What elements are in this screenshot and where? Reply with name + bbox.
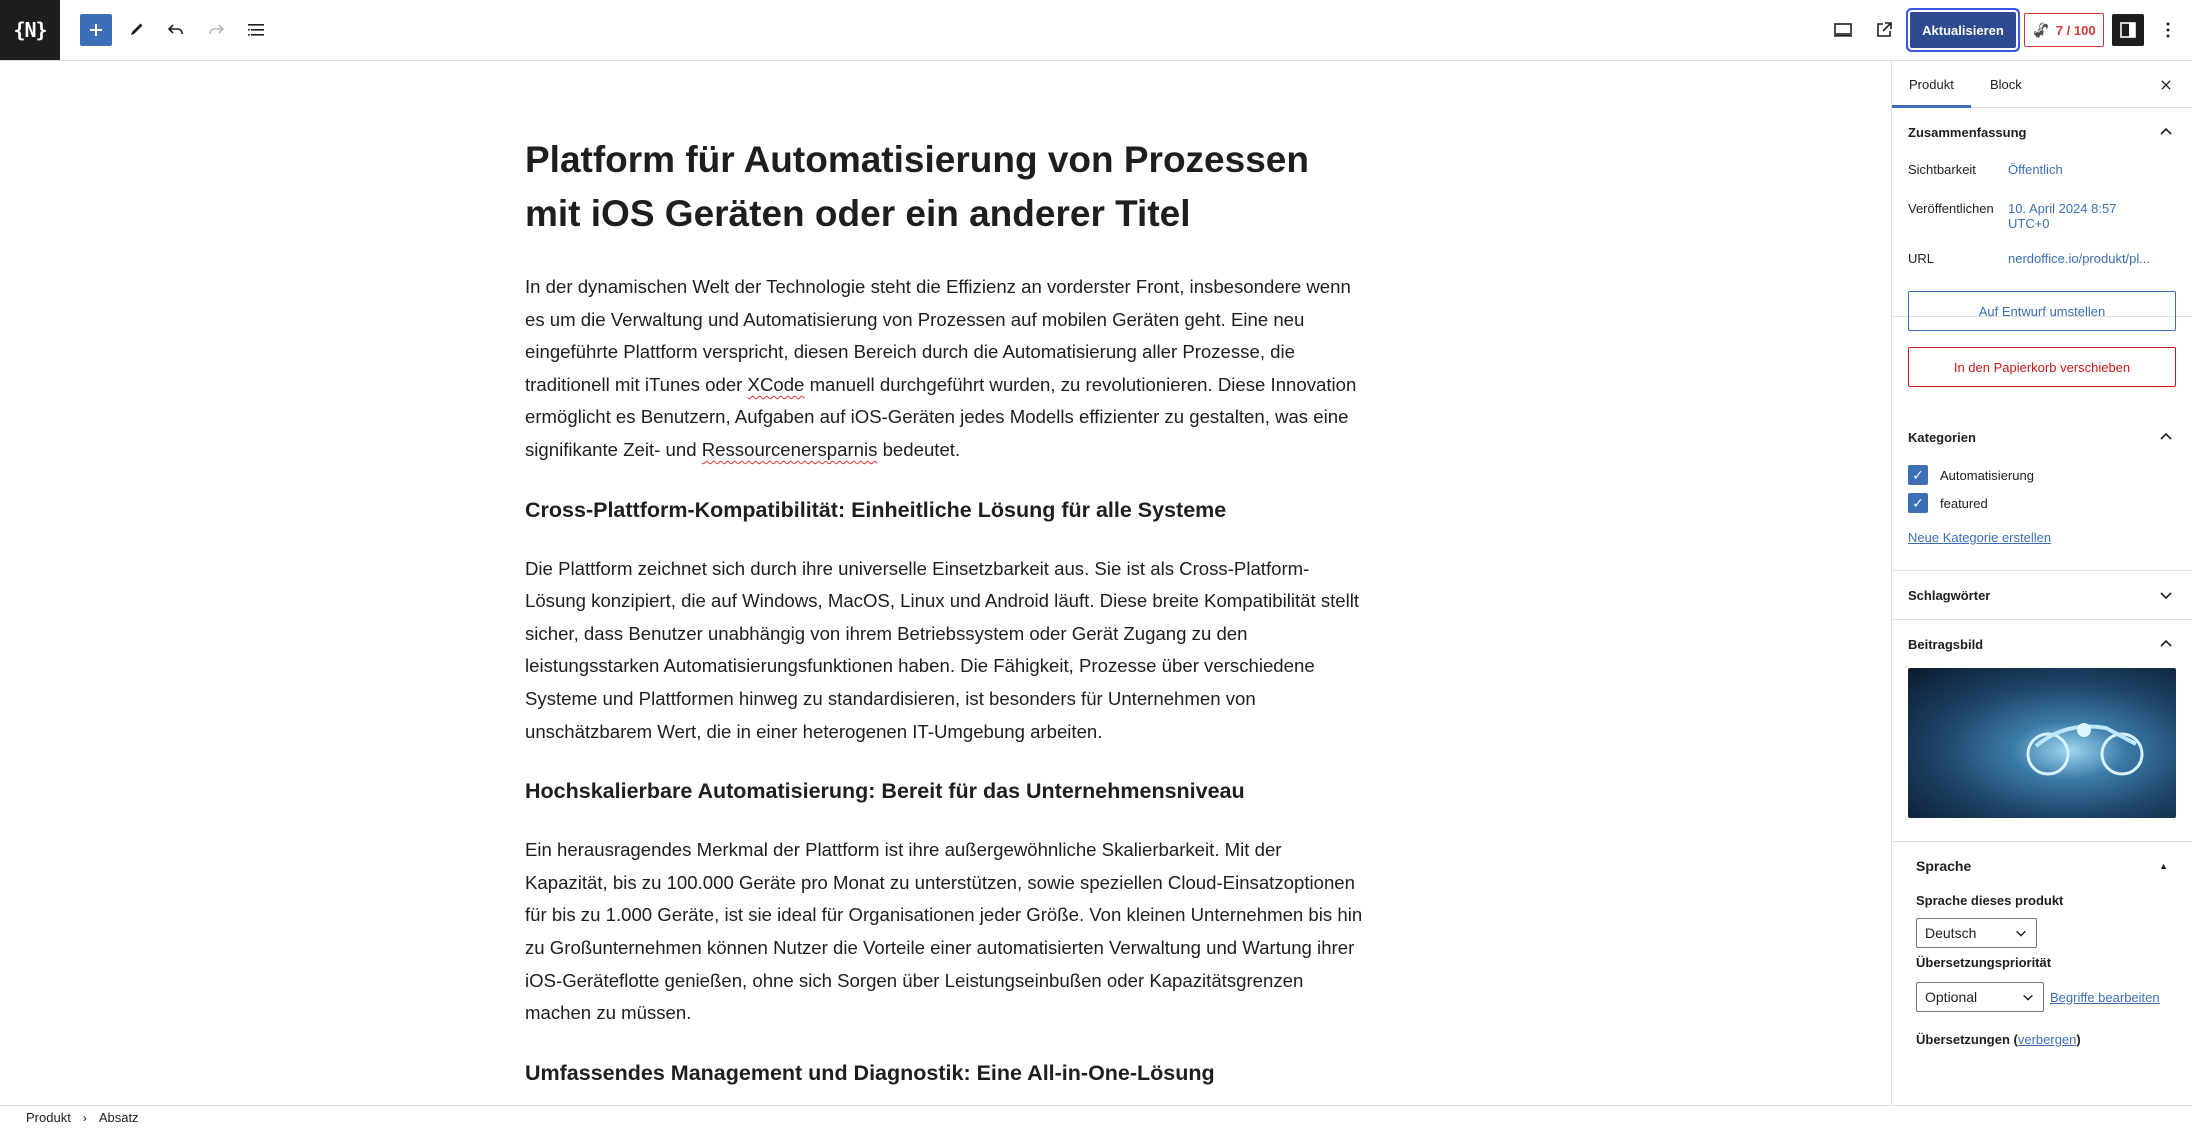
category-label: Automatisierung (1940, 467, 2034, 483)
block-breadcrumb (0, 1105, 2192, 1129)
desktop-icon (1831, 18, 1855, 42)
heading-block[interactable]: Umfassendes Management und Diagnostik: Eine All-in-One-Lösung (525, 1060, 1215, 1085)
category-label: featured (1940, 495, 1988, 511)
paragraph-block[interactable] (525, 271, 1365, 467)
publish-date-toggle[interactable]: 10. April 2024 8:57 UTC+0 (2008, 201, 2117, 231)
list-view-icon (244, 18, 268, 42)
url-toggle[interactable]: nerdoffice.io/produkt/pl... (2008, 251, 2151, 266)
lightcycle-image (2026, 716, 2144, 778)
redo-icon (204, 18, 228, 42)
sidebar-icon (2116, 18, 2140, 42)
checkbox-checked-icon[interactable]: ✓ (1908, 493, 1928, 513)
spellcheck-word: Ressourcenersparnis (701, 438, 878, 460)
more-vertical-icon (2156, 18, 2180, 42)
heading-block[interactable]: Hochskalierbare Automatisierung: Bereit für das Unternehmensniveau (525, 779, 1245, 804)
paragraph-block[interactable]: Ein herausragendes Merkmal der Plattform ist ihre außergewöhnliche Skalierbarkeit. Mit der Kapazität, bis zu 100.000 Geräte pro Monat zu unterstützen, sowie speziellen Cloud-Einsatzoptionen für bis zu 1.000 Geräte, ist sie ideal für Organisationen jeder Größe. Von kleinen Unternehmen bis hin zu Großunternehmen können Nutzer die Vorteile einer automatisierten Verwaltung und Wartung ihrer iOS-Geräteflotte genießen, ohne sich Sorgen über Leistungseinbußen oder Kapazitätsgrenzen machen zu müssen. (525, 839, 1363, 1024)
language-label: Sprache dieses produkt (1916, 893, 2064, 908)
visibility-label: Sichtbarkeit (1908, 162, 1976, 177)
url-row (1892, 251, 2192, 266)
checkbox-checked-icon[interactable]: ✓ (1908, 465, 1928, 485)
tools-button[interactable] (120, 14, 152, 46)
update-button[interactable]: Aktualisieren (1910, 12, 2016, 48)
language-panel-toggle[interactable] (1892, 842, 2192, 890)
editor-canvas (0, 61, 1891, 1105)
featured-image-panel (1892, 620, 2192, 842)
url-label: URL (1908, 251, 1935, 266)
tab-produkt[interactable]: Produkt (1892, 61, 1971, 108)
priority-label: Übersetzungspriorität (1916, 955, 2052, 970)
sidebar-tabs (1892, 61, 2192, 108)
publish-row (1892, 201, 2192, 231)
external-link-icon (1872, 18, 1896, 42)
paragraph-text: bedeutet. (877, 438, 961, 460)
spellcheck-word: XCode (747, 373, 805, 395)
tags-panel-toggle[interactable] (1892, 571, 2192, 619)
panel-title: Sprache (1916, 858, 1972, 874)
translations-label-text: Übersetzungen ( (1916, 1032, 2018, 1047)
language-select[interactable] (1916, 918, 2037, 948)
close-icon (2156, 75, 2176, 95)
tags-panel (1892, 571, 2192, 620)
site-logo[interactable]: {N} (0, 0, 60, 60)
chevron-up-icon (2156, 634, 2176, 654)
category-item[interactable] (1892, 489, 2192, 517)
chevron-down-icon (2014, 926, 2028, 940)
view-product-button[interactable] (1868, 14, 1900, 46)
categories-panel-toggle[interactable] (1892, 413, 2192, 461)
visibility-row (1892, 162, 2192, 177)
seo-score-button[interactable] (2024, 13, 2104, 47)
categories-panel (1892, 413, 2192, 571)
settings-sidebar-button[interactable] (2112, 14, 2144, 46)
options-button[interactable] (2152, 14, 2184, 46)
seo-animal-icon: 🦨 (2032, 21, 2050, 38)
add-block-button[interactable] (80, 14, 112, 46)
featured-image-panel-toggle[interactable] (1892, 620, 2192, 668)
move-to-trash-button[interactable]: In den Papierkorb verschieben (1908, 347, 2176, 387)
paragraph-text: manuell durchgeführt wurden, zu revolutionieren. Diese Innovation ermöglicht es Benutzern, Aufgaben auf iOS-Geräten jedes Modells effizienter zu gestalten, was eine signifikante Zeit- und (525, 373, 1357, 460)
translations-label (1892, 1012, 2192, 1047)
breadcrumb-item-produkt[interactable]: Produkt (26, 1110, 71, 1125)
switch-to-draft-button[interactable]: Auf Entwurf umstellen (1908, 291, 2176, 331)
caret-up-icon: ▲ (2159, 861, 2168, 871)
featured-image[interactable] (1908, 668, 2176, 818)
chevron-down-icon (2156, 585, 2176, 605)
hide-translations-link[interactable]: verbergen (2017, 1032, 2077, 1047)
plus-icon (84, 18, 108, 42)
seo-score: 7 / 100 (2055, 22, 2096, 38)
preview-button[interactable] (1827, 14, 1859, 46)
post-content (525, 133, 1365, 1105)
paragraph-text: In der dynamischen Welt der Technologie steht die Effizienz an vorderster Front, insbesondere wenn es um die Verwaltung und Automatisierung von Prozessen auf mobilen Geräten geht. Eine neu eingeführte Plattform verspricht, diesen Bereich durch die Automatisierung aller Prozesse, die traditionell mit iTunes oder (525, 276, 1351, 395)
summary-panel (1892, 108, 2192, 375)
language-select-value: Deutsch (1925, 925, 1977, 941)
publish-label: Veröffentlichen (1908, 201, 1994, 216)
settings-sidebar (1891, 61, 2192, 1105)
panel-title: Zusammenfassung (1908, 124, 2027, 140)
undo-icon (164, 18, 188, 42)
paragraph-block[interactable]: Die Plattform zeichnet sich durch ihre universelle Einsetzbarkeit aus. Sie ist als Cross-Platform-Lösung konzipiert, die auf Windows, MacOS, Linux und Android läuft. Diese breite Kompatibilität stellt sicher, dass Benutzer unabhängig von ihrem Betriebssystem oder Gerät Zugang zu den leistungsstarken Automatisierungsfunktionen haben. Die Fähigkeit, Prozesse über verschiedene Systeme und Plattformen hinweg zu standardisieren, ist besonders für Unternehmen von unschätzbarem Wert, die in einer heterogenen IT-Umgebung arbeiten. (525, 557, 1360, 742)
post-title[interactable]: Platform für Automatisierung von Prozessen mit iOS Geräten oder ein anderer Titel (525, 139, 1309, 234)
summary-panel-toggle[interactable] (1892, 108, 2192, 156)
panel-title: Beitragsbild (1908, 636, 1984, 652)
redo-button[interactable] (200, 14, 232, 46)
chevron-down-icon (2021, 990, 2035, 1004)
category-item[interactable] (1892, 461, 2192, 489)
translations-label-close: ) (2076, 1032, 2081, 1047)
chevron-up-icon (2156, 122, 2176, 142)
panel-title: Kategorien (1908, 429, 1976, 445)
heading-block[interactable]: Cross-Plattform-Kompatibilität: Einheitliche Lösung für alle Systeme (525, 497, 1227, 522)
edit-terms-link[interactable]: Begriffe bearbeiten (2050, 989, 2160, 1005)
new-category-link[interactable]: Neue Kategorie erstellen (1908, 530, 2052, 545)
language-panel (1892, 842, 2192, 1047)
chevron-up-icon (2156, 427, 2176, 447)
pencil-icon (124, 18, 148, 42)
close-sidebar-button[interactable] (2154, 73, 2178, 97)
panel-title: Schlagwörter (1908, 587, 1991, 603)
undo-button[interactable] (160, 14, 192, 46)
tab-block[interactable]: Block (1990, 77, 2022, 92)
document-overview-button[interactable] (240, 14, 272, 46)
chevron-right-icon: › (82, 1110, 87, 1125)
priority-select[interactable] (1916, 982, 2044, 1012)
priority-select-value: Optional (1925, 989, 1978, 1005)
visibility-toggle[interactable]: Öffentlich (2008, 162, 2063, 177)
editor-toolbar (0, 0, 2192, 61)
breadcrumb-item-absatz[interactable]: Absatz (98, 1110, 139, 1125)
